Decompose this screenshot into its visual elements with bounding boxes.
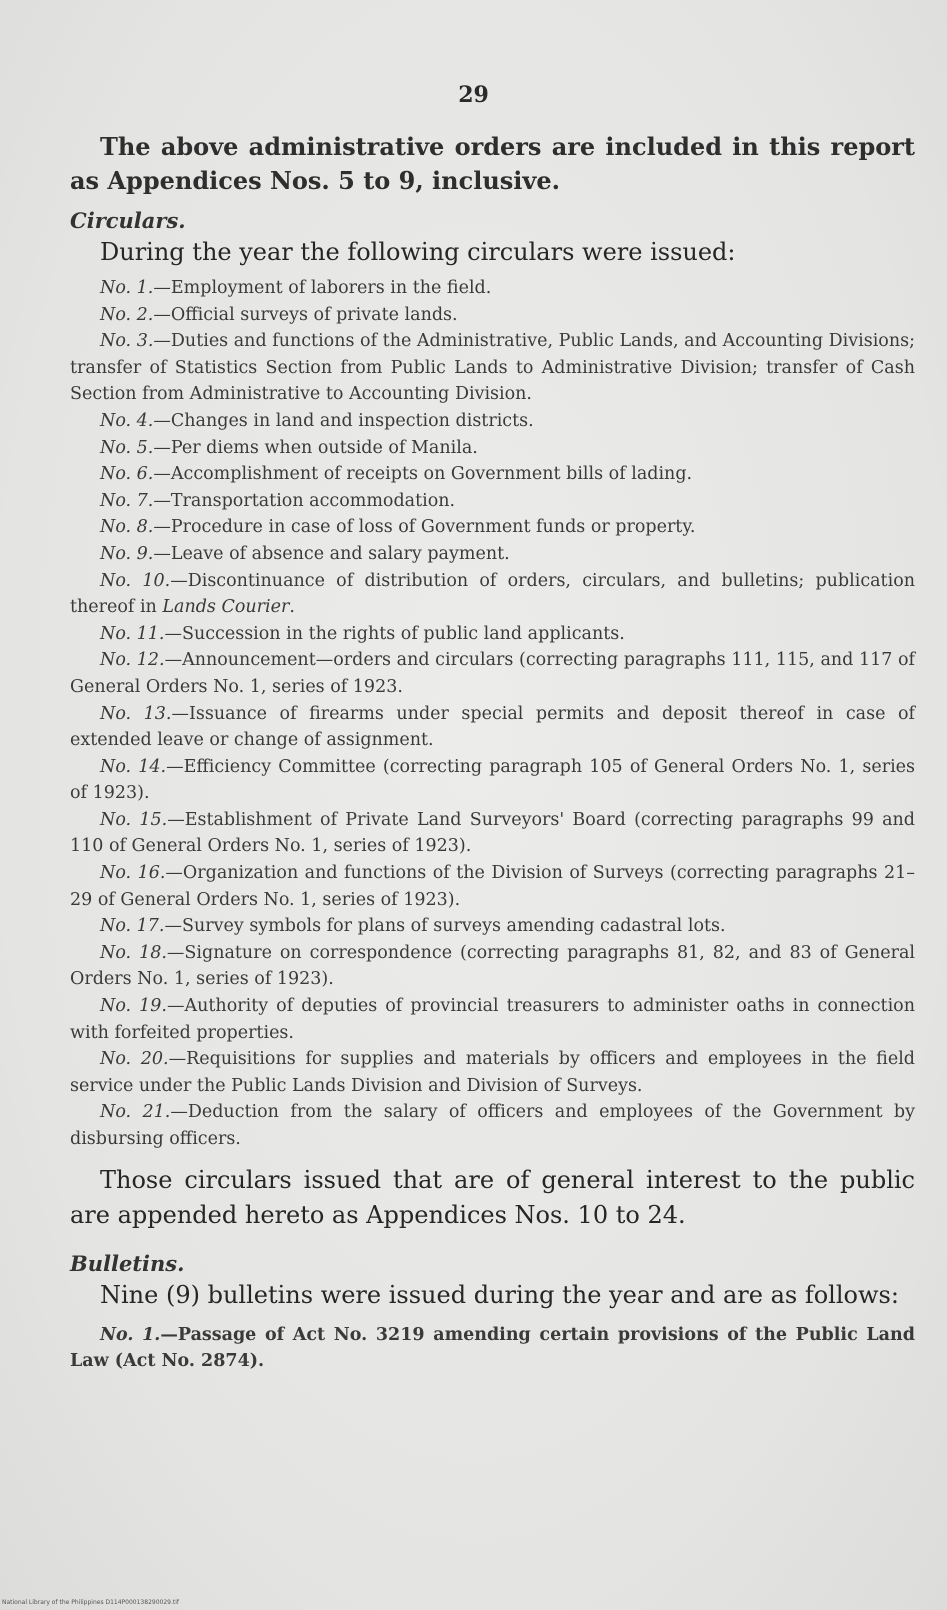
circular-number: No. 19.: [100, 996, 167, 1017]
circular-number: No. 20.: [100, 1049, 169, 1070]
circular-item: [70, 621, 915, 648]
intro-paragraph: The above administrative orders are included in this report as Appendices Nos. 5 to 9, inclusive.: [70, 132, 915, 195]
circular-number: No. 3.: [100, 331, 154, 352]
circulars-closing: Those circulars issued that are of general interest to the public are appended hereto as Appendices Nos. 10 to 24.: [70, 1165, 915, 1229]
circular-item: [70, 461, 915, 488]
circulars-list: [70, 275, 915, 1153]
circular-item: [70, 435, 915, 462]
circular-text: —Per diems when outside of Manila.: [153, 437, 478, 458]
circular-text: —Efficiency Committee (correcting paragraph 105 of General Orders No. 1, series of 1923).: [70, 756, 916, 804]
circular-text: —Issuance of firearms under special permits and deposit thereof in case of extended leave or change of assignment.: [70, 703, 915, 751]
circular-text: —Succession in the rights of public land applicants.: [164, 623, 625, 644]
circular-item: [70, 940, 915, 993]
circulars-intro: During the year the following circulars were issued:: [100, 238, 736, 266]
bulletins-list: [70, 1322, 915, 1375]
circular-text: —Announcement—orders and circulars (correcting paragraphs 111, 115, and 117 of General Orders No. 1, series of 1923.: [70, 650, 915, 697]
circular-text: —Signature on correspondence (correcting paragraphs 81, 82, and 83 of General Orders No. 1, series of 1923).: [70, 942, 916, 990]
circular-item: [70, 807, 915, 860]
circular-text: —Transportation accommodation.: [153, 490, 456, 511]
circular-item: [70, 754, 915, 807]
circular-number: No. 5.: [100, 437, 154, 458]
circular-item: [70, 302, 915, 329]
circular-number: No. 10.: [100, 570, 171, 591]
circular-number: No. 13.: [100, 703, 172, 724]
circular-item: [70, 541, 915, 568]
page-content: [70, 130, 915, 1375]
circular-text: —Deduction from the salary of officers and employees of the Government by disbursing officers.: [70, 1102, 915, 1149]
circular-item: [70, 993, 915, 1046]
bulletin-item: [70, 1322, 915, 1375]
circular-number: No. 17.: [100, 916, 165, 937]
circular-number: No. 14.: [100, 756, 167, 777]
circular-text: —Organization and functions of the Division of Surveys (correcting paragraphs 21–29 of General Orders No. 1, series of 1923).: [70, 863, 915, 910]
circular-number: No. 11.: [100, 623, 165, 644]
circular-item: [70, 647, 915, 700]
circular-text: —Requisitions for supplies and materials by officers and employees in the field service under the Public Lands Division and Division of Surveys.: [70, 1049, 916, 1096]
circular-number: No. 7.: [100, 490, 154, 511]
circular-text: —Authority of deputies of provincial treasurers to administer oaths in connection with forfeited properties.: [70, 996, 915, 1043]
circular-number: No. 9.: [100, 543, 154, 564]
scan-footer: National Library of the Philippines D114P000138290029.tif: [2, 1599, 180, 1606]
circular-number: No. 8.: [100, 517, 154, 538]
circular-item: [70, 913, 915, 940]
circular-number: No. 12.: [100, 650, 165, 671]
publication-title: Lands Courier: [162, 597, 290, 618]
circular-number: No. 16.: [100, 863, 166, 884]
circular-item: [70, 860, 915, 913]
circular-text: —Changes in land and inspection districts.: [153, 410, 534, 431]
circular-item: [70, 1099, 915, 1152]
circular-text: —Accomplishment of receipts on Government bills of lading.: [153, 464, 693, 485]
circular-number: No. 18.: [100, 942, 167, 963]
circular-number: No. 15.: [100, 809, 168, 830]
circular-text: —Leave of absence and salary payment.: [153, 543, 510, 564]
bulletin-number: No. 1.: [100, 1324, 161, 1345]
circular-text: —Survey symbols for plans of surveys amending cadastral lots.: [164, 916, 726, 937]
circular-text: —Duties and functions of the Administrative, Public Lands, and Accounting Divisions; transfer of Statistics Section from Public Lands to Administrative Division; transfer of Cash Section from Administrative to Accounting Division.: [70, 331, 915, 405]
circular-text: —Employment of laborers in the field.: [153, 278, 492, 298]
bulletins-intro: Nine (9) bulletins were issued during the year and are as follows:: [100, 1280, 899, 1309]
circular-text: —Establishment of Private Land Surveyors' Board (correcting paragraphs 99 and 110 of General Orders No. 1, series of 1923).: [70, 809, 916, 857]
circular-number: No. 1.: [100, 278, 154, 298]
circular-item: [70, 488, 915, 515]
circular-text-end: .: [289, 597, 295, 618]
circular-number: No. 4.: [100, 410, 154, 431]
circular-number: No. 2.: [100, 304, 154, 325]
circular-item: [70, 1046, 915, 1099]
circular-text: —Procedure in case of loss of Government funds or property.: [153, 517, 696, 538]
circular-item: [70, 701, 915, 754]
circular-number: No. 21.: [100, 1102, 171, 1123]
circular-item: [70, 328, 915, 408]
circular-text: —Discontinuance of distribution of orders, circulars, and bulletins; publication thereof in: [70, 570, 915, 618]
circular-number: No. 6.: [100, 464, 154, 485]
circular-item: [70, 568, 915, 621]
circular-item: [70, 275, 915, 302]
bulletins-heading: Bulletins.: [70, 1250, 185, 1276]
page-number: 29: [458, 82, 489, 108]
circulars-heading: Circulars.: [70, 208, 186, 233]
circular-item: [70, 408, 915, 435]
circular-item: [70, 514, 915, 541]
bulletin-text: —Passage of Act No. 3219 amending certain provisions of the Public Land Law (Act No. 2874).: [70, 1324, 915, 1372]
circular-text: —Official surveys of private lands.: [153, 304, 458, 325]
